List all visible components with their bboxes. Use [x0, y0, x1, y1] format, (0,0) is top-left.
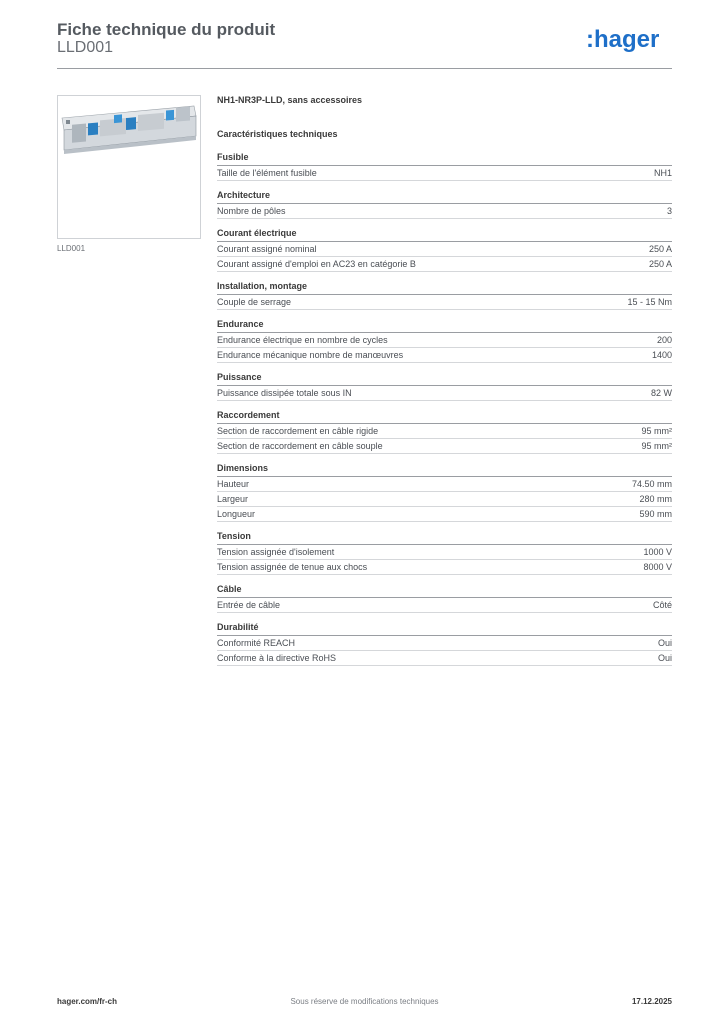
spec-row: [217, 560, 672, 575]
document-title: Fiche technique du produit: [57, 20, 276, 39]
spec-value: 15 - 15 Nm: [627, 297, 672, 307]
spec-section: [217, 462, 672, 522]
spec-label: Endurance mécanique nombre de manœuvres: [217, 350, 404, 360]
spec-section: [217, 280, 672, 310]
spec-row: [217, 424, 672, 439]
footer-website: hager.com/fr-ch: [57, 997, 118, 1006]
spec-section: [217, 371, 672, 401]
spec-row: [217, 598, 672, 613]
spec-value: 1000 V: [643, 547, 672, 557]
image-caption: LLD001: [57, 244, 86, 253]
section-title: Fusible: [217, 151, 672, 166]
spec-value: 250 A: [648, 259, 672, 269]
spec-label: Couple de serrage: [217, 297, 292, 307]
footer-notice: Sous réserve de modifications techniques: [290, 997, 439, 1006]
spec-section: [217, 530, 672, 575]
spec-value: 1400: [651, 350, 672, 360]
spec-value: Oui: [657, 638, 672, 648]
spec-value: Oui: [657, 653, 672, 663]
spec-label: Courant assigné nominal: [217, 244, 317, 254]
spec-label: Entrée de câble: [217, 600, 281, 610]
spec-section: [217, 583, 672, 613]
spec-value: 74.50 mm: [631, 479, 672, 489]
spec-section: [217, 621, 672, 666]
spec-row: [217, 166, 672, 181]
spec-section: [217, 318, 672, 363]
spec-label: Longueur: [217, 509, 256, 519]
spec-row: [217, 651, 672, 666]
spec-section: [217, 151, 672, 181]
spec-label: Section de raccordement en câble souple: [217, 441, 383, 451]
spec-value: 250 A: [648, 244, 672, 254]
spec-section: [217, 227, 672, 272]
spec-value: 200: [656, 335, 672, 345]
spec-label: Tension assignée de tenue aux chocs: [217, 562, 368, 572]
spec-label: Taille de l'élément fusible: [217, 168, 317, 178]
spec-row: [217, 333, 672, 348]
section-title: Dimensions: [217, 462, 672, 477]
spec-row: [217, 386, 672, 401]
spec-label: Conformité REACH: [217, 638, 296, 648]
spec-label: Conforme à la directive RoHS: [217, 653, 337, 663]
spec-value: Côté: [652, 600, 672, 610]
section-title: Endurance: [217, 318, 672, 333]
spec-value: 590 mm: [639, 509, 672, 519]
section-title: Durabilité: [217, 621, 672, 636]
footer-date: 17.12.2025: [631, 997, 672, 1006]
spec-label: Endurance électrique en nombre de cycles: [217, 335, 388, 345]
section-title: Câble: [217, 583, 672, 598]
spec-row: [217, 439, 672, 454]
spec-row: [217, 295, 672, 310]
spec-section: [217, 189, 672, 219]
spec-row: [217, 507, 672, 522]
page-header: [57, 20, 672, 70]
spec-value: NH1: [653, 168, 672, 178]
spec-row: [217, 257, 672, 272]
spec-row: [217, 204, 672, 219]
spec-value: 3: [666, 206, 672, 216]
tech-characteristics-heading: Caractéristiques techniques: [217, 129, 338, 139]
section-title: Tension: [217, 530, 672, 545]
spec-value: 8000 V: [643, 562, 672, 572]
spec-section: [217, 409, 672, 454]
header-divider: [57, 68, 672, 69]
logo-text: :hager: [586, 27, 660, 53]
section-title: Installation, montage: [217, 280, 672, 295]
spec-sections: [217, 151, 672, 674]
spec-label: Section de raccordement en câble rigide: [217, 426, 379, 436]
product-image: [57, 95, 201, 239]
section-title: Courant électrique: [217, 227, 672, 242]
spec-label: Largeur: [217, 494, 249, 504]
spec-value: 95 mm²: [641, 426, 672, 436]
spec-label: Nombre de pôles: [217, 206, 286, 216]
spec-row: [217, 636, 672, 651]
spec-row: [217, 545, 672, 560]
page-footer: [57, 997, 672, 1011]
spec-label: Courant assigné d'emploi en AC23 en catégorie B: [217, 259, 416, 269]
product-illustration: [58, 96, 200, 238]
spec-value: 280 mm: [639, 494, 672, 504]
product-reference: LLD001: [57, 39, 114, 56]
hager-logo: [586, 27, 672, 53]
section-title: Puissance: [217, 371, 672, 386]
spec-row: [217, 492, 672, 507]
spec-row: [217, 477, 672, 492]
section-title: Architecture: [217, 189, 672, 204]
product-description: NH1-NR3P-LLD, sans accessoires: [217, 95, 363, 105]
section-title: Raccordement: [217, 409, 672, 424]
spec-row: [217, 348, 672, 363]
spec-label: Hauteur: [217, 479, 250, 489]
spec-row: [217, 242, 672, 257]
spec-label: Tension assignée d'isolement: [217, 547, 335, 557]
spec-label: Puissance dissipée totale sous IN: [217, 388, 352, 398]
spec-value: 95 mm²: [641, 441, 672, 451]
spec-value: 82 W: [650, 388, 672, 398]
